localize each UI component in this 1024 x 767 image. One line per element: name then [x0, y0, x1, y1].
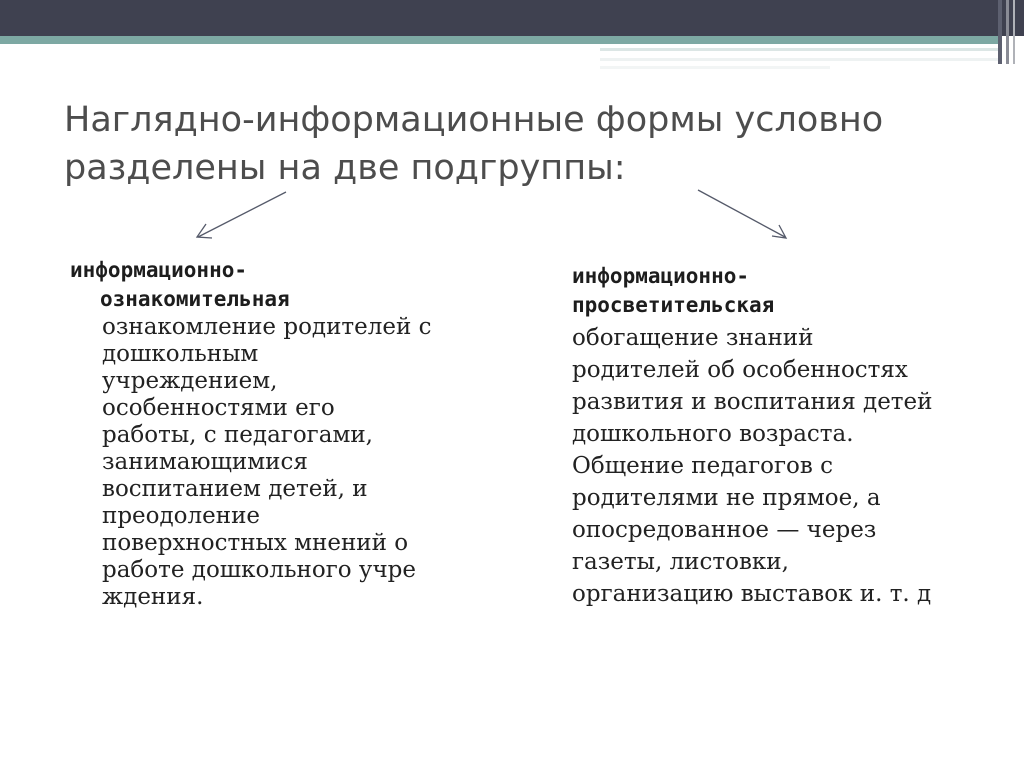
decor-line — [600, 48, 1000, 51]
corner-decor — [1013, 0, 1015, 64]
left-heading — [70, 256, 470, 314]
arrow-right-icon — [698, 190, 785, 237]
right-heading-line2: просветительская — [572, 293, 775, 317]
right-body: обогащение знаний родителей об особенностях развития и воспитания детей дошкольного возраста. Общение педагогов с родителями не прямое, а опосредованное — через газеты, листовки, организацию выставок и. т. д — [572, 325, 933, 607]
right-heading-line1: информационно- — [572, 264, 750, 288]
right-heading — [572, 262, 992, 320]
accent-stripe — [0, 36, 1000, 44]
right-column — [572, 262, 992, 610]
left-heading-line1: информационно- — [70, 258, 248, 282]
decor-line — [600, 58, 1000, 61]
left-column — [70, 256, 470, 611]
left-body: ознакомление родителей с дошкольным учреждением, особенностями его работы, с педагогами, занимающимися воспитанием детей, и преодоление поверхностных мнений о работе дошкольного учре ждения. — [102, 314, 432, 610]
corner-decor — [998, 0, 1002, 64]
top-bar — [0, 0, 1024, 36]
arrow-left-icon — [198, 192, 286, 237]
decor-line — [600, 66, 830, 69]
left-heading-line2: ознакомительная — [100, 287, 290, 311]
corner-decor — [1006, 0, 1009, 64]
slide-title: Наглядно-информационные формы условно разделены на две подгруппы: — [64, 100, 884, 188]
